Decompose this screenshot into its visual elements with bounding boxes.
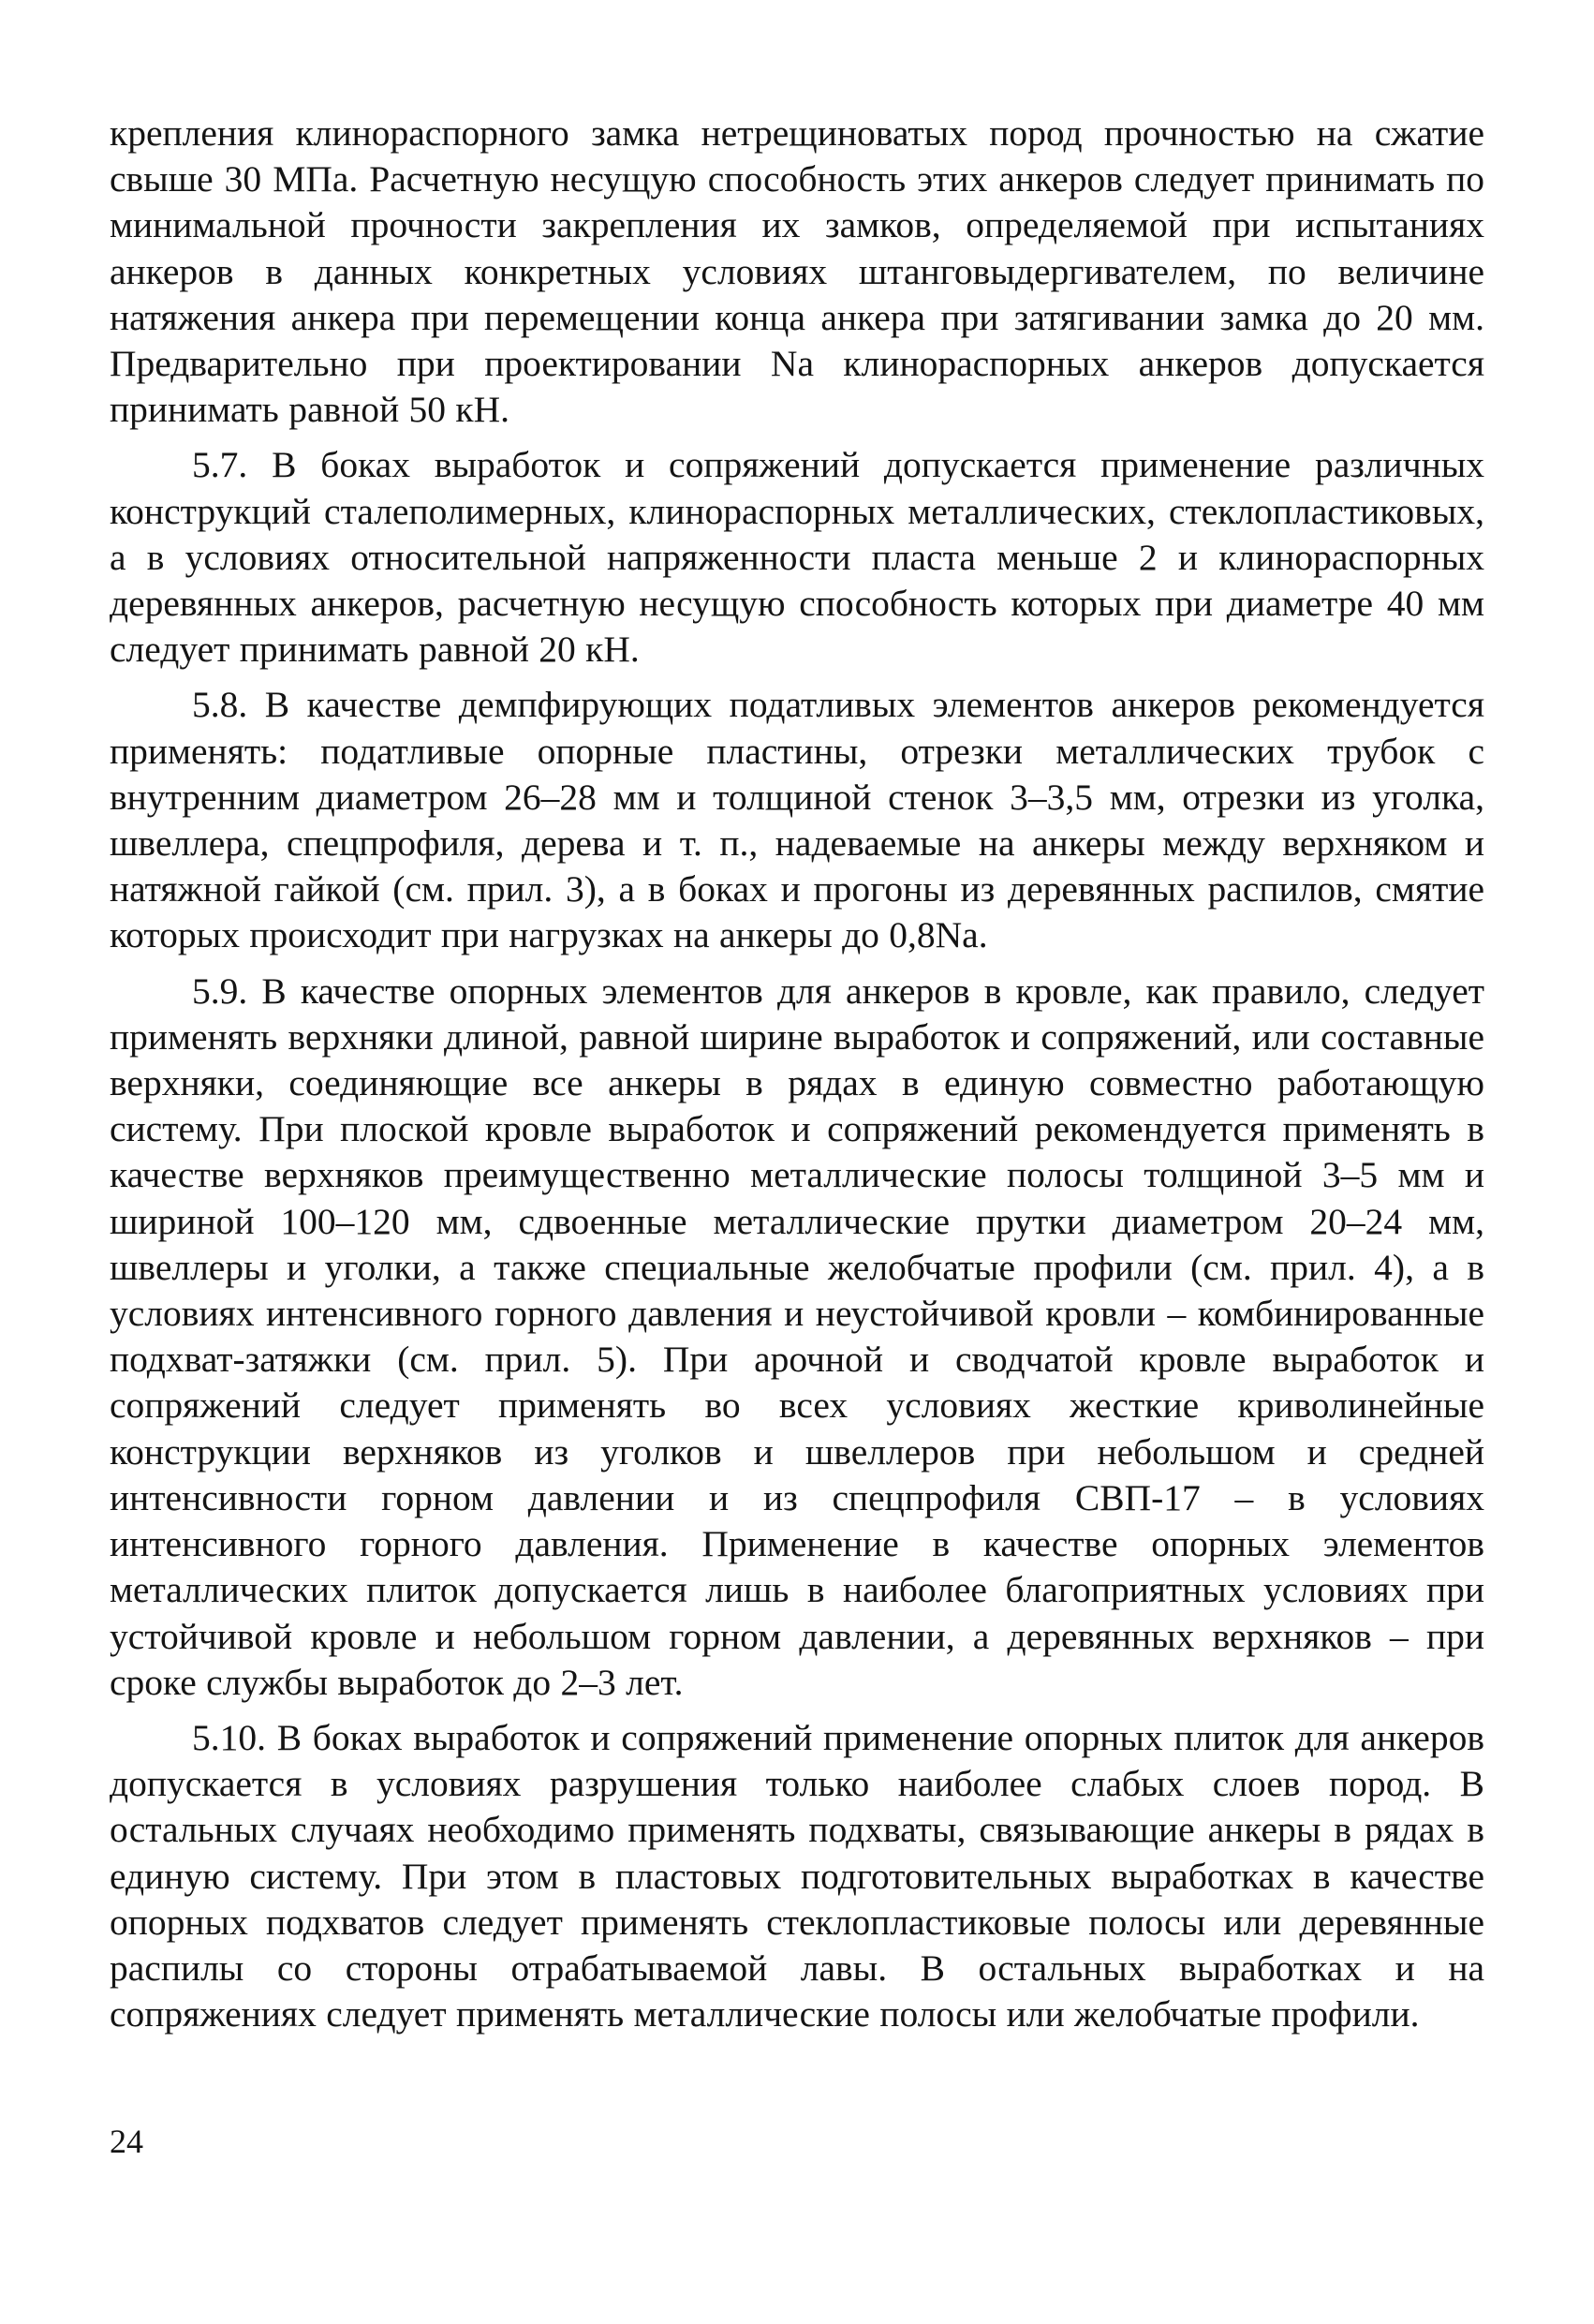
paragraph-5-8: 5.8. В качестве демпфирующих податливых элементов анкеров рекомендуется применять: податливые опорные пластины, отрезки металлических трубок с внутренним диаметром 26–28 мм и толщиной стенок 3–3,5 мм, отрезки из уголка, швеллера, спецпрофиля, дерева и т. п., надеваемые на анкеры между верхняком и натяжной гайкой (см. прил. 3), а в боках и прогоны из деревянных распилов, смятие которых происходит при нагрузках на анкеры до 0,8Nа. <box>110 684 1484 956</box>
paragraph-5-10: 5.10. В боках выработок и сопряжений применение опорных плиток для анкеров допускается в условиях разрушения только наиболее слабых слоев пород. В остальных случаях необходимо применять подхваты, связывающие анкеры в рядах в единую систему. При этом в пластовых подготовительных выработках в качестве опорных подхватов следует применять стеклопластиковые полосы или деревянные распилы со стороны отрабатываемой лавы. В остальных выработках и на сопряжениях следует применять металлические полосы или желобчатые профили. <box>110 1716 1484 2035</box>
page-number: 24 <box>110 2123 143 2160</box>
paragraph-continuation: крепления клинораспорного замка нетрещиноватых пород прочностью на сжатие свыше 30 МПа. Расчетную несущую способность этих анкеров следует принимать по минимальной прочности закрепления их замков, определяемой при испытаниях анкеров в данных конкретных условиях штанговыдергивателем, по величине натяжения анкера при перемещении конца анкера при затягивании замка до 20 мм. Предварительно при проектировании Nа клинораспорных анкеров допускается принимать равной 50 кН. <box>110 112 1484 431</box>
page-body <box>110 111 1484 2037</box>
paragraph-5-9: 5.9. В качестве опорных элементов для анкеров в кровле, как правило, следует применять верхняки длиной, равной ширине выработок и сопряжений, или составные верхняки, соединяющие все анкеры в рядах в единую совместно работающую систему. При плоской кровле выработок и сопряжений рекомендуется применять в качестве верхняков преимущественно металлические полосы толщиной 3–5 мм и шириной 100–120 мм, сдвоенные металлические прутки диаметром 20–24 мм, швеллеры и уголки, а также специальные желобчатые профили (см. прил. 4), а в условиях интенсивного горного давления и неустойчивой кровли – комбинированные подхват-затяжки (см. прил. 5). При арочной и сводчатой кровле выработок и сопряжений следует применять во всех условиях жесткие криволинейные конструкции верхняков из уголков и швеллеров при небольшом и средней интенсивности горном давлении и из спецпрофиля СВП-17 – в условиях интенсивного горного давления. Применение в качестве опорных элементов металлических плиток допускается лишь в наиболее благоприятных условиях при устойчивой кровле и небольшом горном давлении, а деревянных верхняков – при сроке службы выработок до 2–3 лет. <box>110 970 1484 1703</box>
paragraph-5-7: 5.7. В боках выработок и сопряжений допускается применение различных конструкций сталеполимерных, клинораспорных металлических, стеклопластиковых, а в условиях относительной напряженности пласта меньше 2 и клинораспорных деревянных анкеров, расчетную несущую способность которых при диаметре 40 мм следует принимать равной 20 кН. <box>110 444 1484 671</box>
